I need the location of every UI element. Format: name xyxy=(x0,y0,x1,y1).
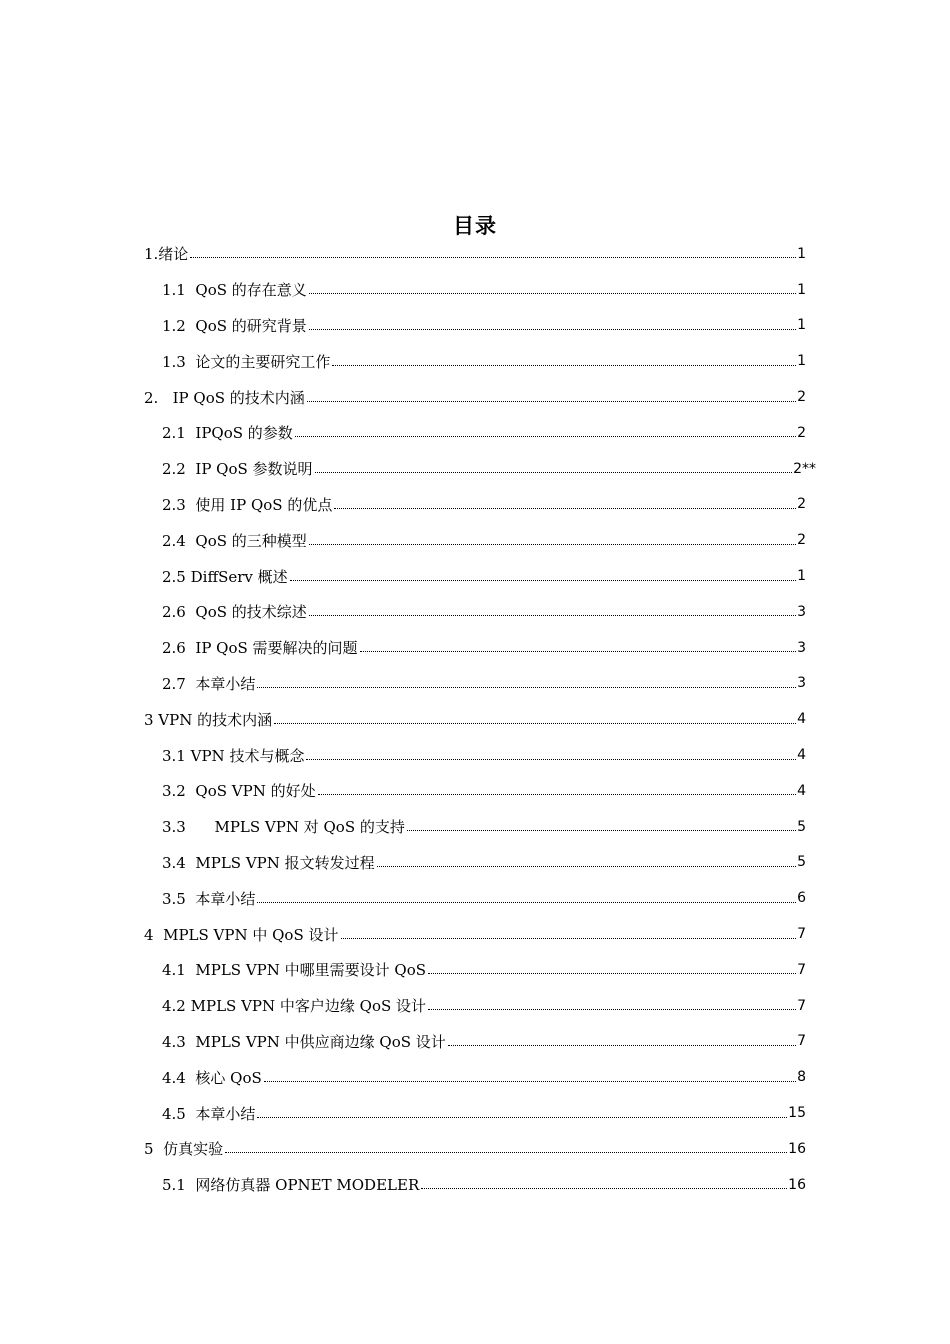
dot-leader xyxy=(334,508,796,509)
toc-entry-label: 2.7 本章小结 xyxy=(162,674,256,693)
dot-leader xyxy=(428,1009,796,1010)
dot-leader xyxy=(264,1081,796,1082)
dot-leader xyxy=(360,651,797,652)
toc-entry-page-number: 8 xyxy=(797,1069,806,1086)
toc-entry-label: 2.2 IP QoS 参数说明 xyxy=(162,460,313,479)
toc-entry-label: 2.3 使用 IP QoS 的优点 xyxy=(162,495,333,514)
toc-entry-label: 1.1 QoS 的存在意义 xyxy=(162,281,307,300)
toc-entry[interactable] xyxy=(144,272,806,308)
toc-entry-page-number: 16 xyxy=(788,1140,806,1157)
toc-entry[interactable] xyxy=(144,594,806,630)
toc-entry-page-number: 3 xyxy=(797,675,806,692)
toc-entry-label: 1.2 QoS 的研究背景 xyxy=(162,316,307,335)
toc-title: 目录 xyxy=(453,214,497,238)
toc-entry[interactable] xyxy=(144,1059,806,1095)
dot-leader xyxy=(309,615,796,616)
toc-entry[interactable] xyxy=(144,343,806,379)
toc-entry-page-number: 4 xyxy=(797,711,806,728)
toc-entry-label: 3.5 本章小结 xyxy=(162,889,256,908)
dot-leader xyxy=(309,544,796,545)
dot-leader xyxy=(448,1045,796,1046)
toc-entry-label: 3.2 QoS VPN 的好处 xyxy=(162,782,316,801)
dot-leader xyxy=(377,866,796,867)
toc-entry[interactable] xyxy=(144,379,806,415)
dot-leader xyxy=(315,472,793,473)
toc-entry-page-number: 7 xyxy=(797,961,806,978)
dot-leader xyxy=(225,1152,787,1153)
toc-entry-page-number: 3 xyxy=(797,603,806,620)
toc-entry-label: 2.4 QoS 的三种模型 xyxy=(162,531,307,550)
toc-entry-page-number: 16 xyxy=(788,1176,806,1193)
toc-entry-label: 2.6 IP QoS 需要解决的问题 xyxy=(162,639,358,658)
toc-entry-label: 4.3 MPLS VPN 中供应商边缘 QoS 设计 xyxy=(162,1032,446,1051)
dot-leader xyxy=(257,687,796,688)
toc-entry-page-number: 7 xyxy=(797,926,806,943)
dot-leader xyxy=(290,580,796,581)
dot-leader xyxy=(306,759,796,760)
dot-leader xyxy=(309,329,796,330)
toc-entry[interactable] xyxy=(144,630,806,666)
toc-entry-label: 4.2 MPLS VPN 中客户边缘 QoS 设计 xyxy=(162,997,427,1016)
toc-entry-page-number: 7 xyxy=(797,997,806,1014)
toc-entry[interactable] xyxy=(144,487,806,523)
toc-entry-label: 3.3 MPLS VPN 对 QoS 的支持 xyxy=(162,818,405,837)
toc-entry-page-number: 5 xyxy=(797,854,806,871)
toc-entry-label: 3 VPN 的技术内涵 xyxy=(144,710,273,729)
toc-entry[interactable] xyxy=(144,737,806,773)
toc-entry-page-number: 15 xyxy=(788,1105,806,1122)
toc-entry-page-number: 4 xyxy=(797,782,806,799)
toc-entry-page-number: 2** xyxy=(793,460,816,477)
dot-leader xyxy=(341,938,797,939)
toc-entry[interactable] xyxy=(144,308,806,344)
toc-entry-page-number: 2 xyxy=(797,532,806,549)
toc-entry[interactable] xyxy=(144,988,806,1024)
toc-entry-label: 4.4 核心 QoS xyxy=(162,1068,262,1087)
toc-entry-label: 5 仿真实验 xyxy=(144,1140,224,1159)
toc-entry-label: 4 MPLS VPN 中 QoS 设计 xyxy=(144,925,339,944)
toc-entry-page-number: 3 xyxy=(797,639,806,656)
toc-entry-page-number: 4 xyxy=(797,747,806,764)
toc-entry-label: 2.5 DiffServ 概述 xyxy=(162,567,288,586)
toc-entry-page-number: 2 xyxy=(797,496,806,513)
toc-entry[interactable] xyxy=(144,916,806,952)
table-of-contents xyxy=(144,236,816,1203)
toc-entry[interactable] xyxy=(144,451,816,487)
dot-leader xyxy=(407,830,796,831)
toc-entry[interactable] xyxy=(144,1167,806,1203)
dot-leader xyxy=(318,794,796,795)
toc-entry-label: 2.1 IPQoS 的参数 xyxy=(162,424,293,443)
toc-entry[interactable] xyxy=(144,880,806,916)
toc-entry-page-number: 1 xyxy=(797,245,806,262)
toc-entry-label: 1.3 论文的主要研究工作 xyxy=(162,352,331,371)
toc-entry-page-number: 2 xyxy=(797,389,806,406)
dot-leader xyxy=(257,1117,787,1118)
toc-entry-page-number: 2 xyxy=(797,424,806,441)
dot-leader xyxy=(274,723,796,724)
dot-leader xyxy=(190,257,796,258)
dot-leader xyxy=(309,293,796,294)
toc-entry-label: 5.1 网络仿真器 OPNET MODELER xyxy=(162,1176,420,1195)
dot-leader xyxy=(307,401,796,402)
dot-leader xyxy=(421,1188,787,1189)
toc-entry-label: 3.1 VPN 技术与概念 xyxy=(162,746,305,765)
toc-entry-label: 1.绪论 xyxy=(144,245,189,264)
toc-entry-page-number: 6 xyxy=(797,890,806,907)
dot-leader xyxy=(295,436,796,437)
toc-entry[interactable] xyxy=(144,1095,806,1131)
toc-entry[interactable] xyxy=(144,809,806,845)
toc-entry[interactable] xyxy=(144,1131,806,1167)
toc-entry-page-number: 1 xyxy=(797,353,806,370)
toc-entry-page-number: 5 xyxy=(797,818,806,835)
toc-entry[interactable] xyxy=(144,522,806,558)
toc-entry-label: 3.4 MPLS VPN 报文转发过程 xyxy=(162,853,375,872)
toc-entry[interactable] xyxy=(144,701,806,737)
dot-leader xyxy=(428,973,796,974)
toc-entry[interactable] xyxy=(144,952,806,988)
toc-entry[interactable] xyxy=(144,845,806,881)
toc-entry-page-number: 7 xyxy=(797,1033,806,1050)
toc-entry-page-number: 1 xyxy=(797,317,806,334)
toc-entry-label: 4.5 本章小结 xyxy=(162,1104,256,1123)
toc-entry[interactable] xyxy=(144,236,806,272)
toc-entry[interactable] xyxy=(144,1024,806,1060)
toc-entry[interactable] xyxy=(144,773,806,809)
toc-entry-label: 4.1 MPLS VPN 中哪里需要设计 QoS xyxy=(162,961,427,980)
toc-entry[interactable] xyxy=(144,558,806,594)
toc-entry-label: 2. IP QoS 的技术内涵 xyxy=(144,388,305,407)
toc-entry[interactable] xyxy=(144,666,806,702)
toc-entry-page-number: 1 xyxy=(797,568,806,585)
toc-entry-label: 2.6 QoS 的技术综述 xyxy=(162,603,307,622)
dot-leader xyxy=(332,365,796,366)
toc-entry-page-number: 1 xyxy=(797,281,806,298)
dot-leader xyxy=(257,902,796,903)
toc-entry[interactable] xyxy=(144,415,806,451)
